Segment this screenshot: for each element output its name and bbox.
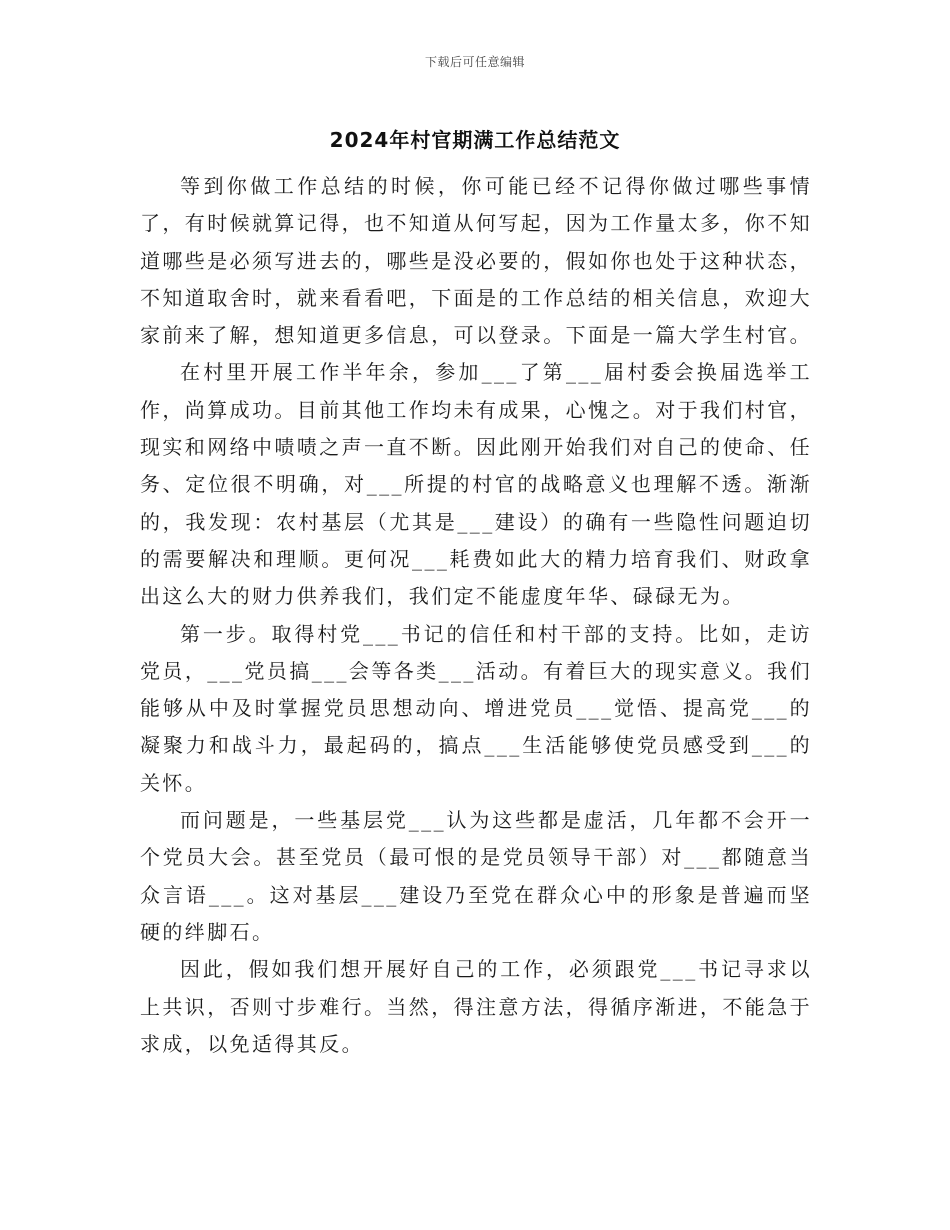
header-note: 下载后可任意编辑 (424, 55, 525, 69)
paragraph: 因此，假如我们想开展好自己的工作，必须跟党___书记寻求以上共识，否则寸步难行。当然，得注意方法，得循序渐进，不能急于求成，以免适得其反。 (140, 957, 812, 1056)
paragraph: 而问题是，一些基层党___认为这些都是虚活，几年都不会开一个党员大会。甚至党员（最可恨的是党员领导干部）对___都随意当众言语___。这对基层___建设乃至党在群众心中的形象是普遍而坚硬的绊脚石。 (140, 808, 812, 944)
paragraph: 等到你做工作总结的时候，你可能已经不记得你做过哪些事情了，有时候就算记得，也不知道从何写起，因为工作量太多，你不知道哪些是必须写进去的，哪些是没必要的，假如你也处于这种状态，不知道取舍时，就来看看吧，下面是的工作总结的相关信息，欢迎大家前来了解，想知道更多信息，可以登录。下面是一篇大学生村官。 (140, 174, 812, 348)
paragraph: 在村里开展工作半年余，参加___了第___届村委会换届选举工作，尚算成功。目前其他工作均未有成果，心愧之。对于我们村官，现实和网络中啧啧之声一直不断。因此刚开始我们对自己的使命、任务、定位很不明确，对___所提的村官的战略意义也理解不透。渐渐的，我发现：农村基层（尤其是___建设）的确有一些隐性问题迫切的需要解决和理顺。更何况___耗费如此大的精力培育我们、财政拿出这么大的财力供养我们，我们定不能虚度年华、碌碌无为。 (140, 360, 812, 609)
paragraph: 第一步。取得村党___书记的信任和村干部的支持。比如，走访党员，___党员搞___会等各类___活动。有着巨大的现实意义。我们能够从中及时掌握党员思想动向、增进党员___觉悟、提高党___的凝聚力和战斗力，最起码的，搞点___生活能够使党员感受到___的关怀。 (140, 621, 812, 795)
document-body (140, 168, 812, 1063)
document-title: 2024年村官期满工作总结范文 (329, 128, 621, 152)
